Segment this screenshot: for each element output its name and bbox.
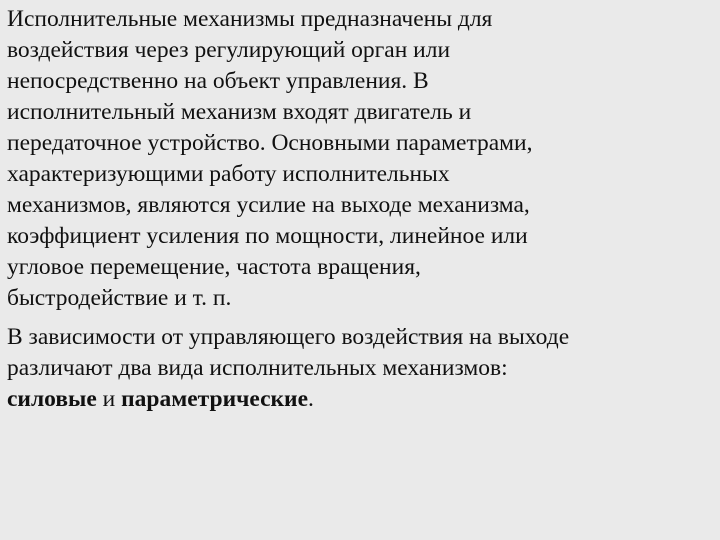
text-block (7, 4, 717, 415)
text-line: Исполнительные механизмы предназначены для (7, 6, 493, 32)
text-line: исполнительный механизм входят двигатель и (7, 99, 472, 125)
term-parametric: параметрические (121, 386, 309, 412)
text-line: коэффициент усиления по мощности, линейное или (7, 223, 528, 249)
connector-text: и (96, 386, 122, 412)
text-line: непосредственно на объект управления. В (7, 68, 429, 94)
text-line-final (7, 384, 717, 415)
text-line: различают два вида исполнительных механизмов: (7, 355, 508, 381)
text-line: воздействия через регулирующий орган или (7, 37, 451, 63)
term-power: силовые (7, 386, 97, 412)
paragraph-2 (7, 322, 717, 415)
paragraph-1 (7, 4, 717, 314)
period-text: . (308, 386, 314, 412)
text-line: быстродействие и т. п. (7, 285, 232, 311)
text-line: угловое перемещение, частота вращения, (7, 254, 421, 280)
text-line: В зависимости от управляющего воздействия на выходе (7, 324, 570, 350)
text-line: характеризующими работу исполнительных (7, 161, 450, 187)
text-line: механизмов, являются усилие на выходе механизма, (7, 192, 530, 218)
text-line: передаточное устройство. Основными параметрами, (7, 130, 533, 156)
